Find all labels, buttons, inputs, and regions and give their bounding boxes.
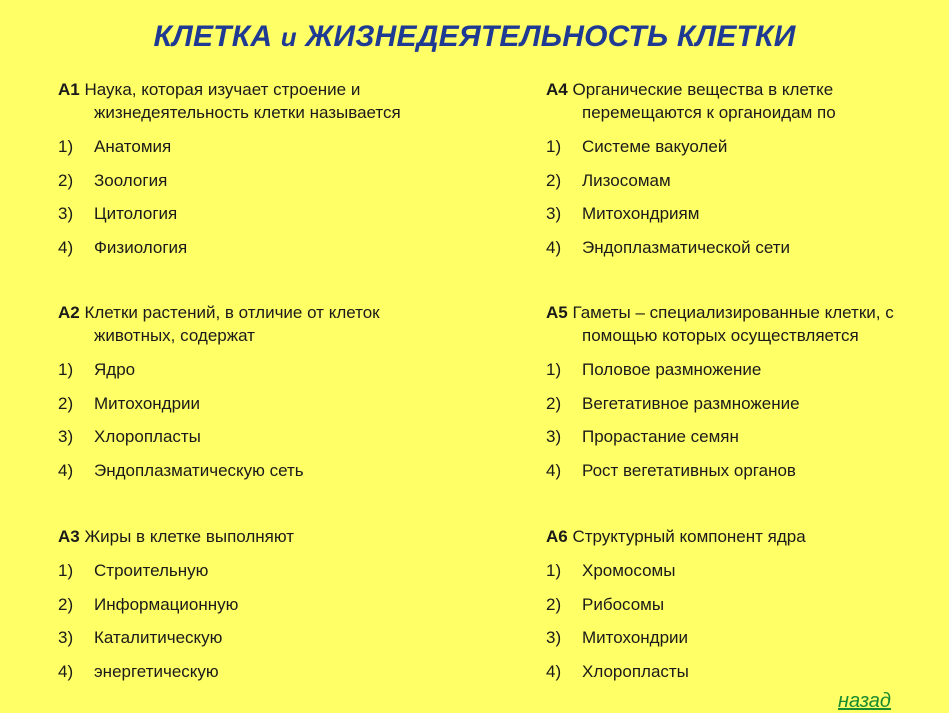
title-part-3: ЖИЗНЕДЕЯТЕЛЬНОСТЬ КЛЕТКИ	[305, 20, 796, 53]
page-title	[0, 20, 949, 54]
option-text: Митохондрии	[582, 628, 689, 648]
option-4[interactable]	[58, 454, 458, 488]
option-text: Хлоропласты	[582, 661, 689, 681]
question-a2	[58, 301, 458, 487]
option-4[interactable]	[58, 655, 458, 689]
option-index: 1)	[546, 137, 562, 156]
option-text: Строительную	[94, 561, 209, 580]
question-text	[546, 78, 946, 124]
option-1[interactable]	[546, 554, 946, 588]
option-index: 3)	[58, 628, 74, 648]
option-index: 3)	[546, 204, 562, 224]
option-index: 2)	[546, 594, 562, 614]
option-index: 3)	[58, 427, 74, 447]
option-text: Информационную	[94, 594, 239, 614]
question-body: Клетки растений, в отличие от клеток животных, содержат	[84, 303, 380, 345]
question-text	[58, 525, 458, 548]
question-number: А4	[546, 80, 568, 99]
option-text: Хлоропласты	[94, 427, 201, 447]
option-1[interactable]	[546, 353, 941, 387]
option-text: Анатомия	[94, 137, 172, 156]
option-index: 1)	[58, 561, 74, 580]
question-body: Наука, которая изучает строение и жизнедеятельность клетки называется	[84, 80, 401, 122]
option-text: Эндоплазматической сети	[582, 237, 791, 257]
option-2[interactable]	[58, 588, 458, 622]
options-list	[546, 353, 941, 487]
option-4[interactable]	[58, 231, 458, 265]
option-index: 1)	[546, 561, 562, 580]
question-number: А6	[546, 527, 568, 546]
option-text: Хромосомы	[582, 561, 676, 580]
option-text: энергетическую	[94, 661, 219, 681]
option-1[interactable]	[546, 130, 946, 164]
option-3[interactable]	[546, 420, 941, 454]
question-text	[58, 78, 458, 124]
question-a1	[58, 78, 458, 264]
option-index: 4)	[546, 661, 562, 681]
option-4[interactable]	[546, 454, 941, 488]
question-number: А1	[58, 80, 80, 99]
option-4[interactable]	[546, 655, 946, 689]
question-number: А5	[546, 303, 568, 322]
question-text	[58, 301, 458, 347]
option-text: Рибосомы	[582, 594, 665, 614]
question-a6	[546, 525, 946, 688]
option-text: Прорастание семян	[582, 427, 739, 447]
option-index: 2)	[58, 594, 74, 614]
title-part-1: КЛЕТКА	[153, 20, 273, 53]
option-index: 4)	[58, 460, 74, 480]
option-text: Физиология	[94, 237, 188, 257]
option-3[interactable]	[58, 621, 458, 655]
option-text: Цитология	[94, 204, 178, 224]
option-index: 1)	[58, 360, 74, 379]
question-text	[546, 301, 941, 347]
option-text: Зоология	[94, 170, 168, 190]
option-index: 3)	[546, 427, 562, 447]
option-text: Ядро	[94, 360, 136, 379]
option-3[interactable]	[58, 197, 458, 231]
question-text	[546, 525, 946, 548]
option-2[interactable]	[546, 387, 941, 421]
option-text: Лизосомам	[582, 170, 671, 190]
option-text: Эндоплазматическую сеть	[94, 460, 304, 480]
option-text: Каталитическую	[94, 628, 223, 648]
question-a4	[546, 78, 946, 264]
option-index: 4)	[58, 237, 74, 257]
options-list	[58, 130, 458, 264]
option-index: 2)	[58, 170, 74, 190]
question-number: А2	[58, 303, 80, 322]
option-1[interactable]	[58, 353, 458, 387]
option-3[interactable]	[58, 420, 458, 454]
question-body: Структурный компонент ядра	[572, 527, 806, 546]
option-1[interactable]	[58, 554, 458, 588]
options-list	[546, 130, 946, 264]
title-part-2: и	[280, 22, 297, 52]
option-index: 4)	[58, 661, 74, 681]
option-2[interactable]	[58, 387, 458, 421]
option-index: 2)	[546, 393, 562, 413]
question-a5	[546, 301, 941, 487]
option-index: 1)	[546, 360, 562, 379]
option-2[interactable]	[58, 164, 458, 198]
option-index: 1)	[58, 137, 74, 156]
options-list	[58, 353, 458, 487]
option-index: 3)	[546, 628, 562, 648]
option-text: Вегетативное размножение	[582, 393, 800, 413]
question-number: А3	[58, 527, 80, 546]
options-list	[58, 554, 458, 688]
option-2[interactable]	[546, 164, 946, 198]
options-list	[546, 554, 946, 688]
option-text: Митохондриям	[582, 204, 700, 224]
option-1[interactable]	[58, 130, 458, 164]
question-body: Гаметы – специализированные клетки, с помощью которых осуществляется	[572, 303, 894, 345]
option-3[interactable]	[546, 197, 946, 231]
back-link[interactable]: назад	[838, 690, 891, 712]
option-text: Митохондрии	[94, 393, 201, 413]
option-3[interactable]	[546, 621, 946, 655]
question-a3	[58, 525, 458, 688]
option-text: Системе вакуолей	[582, 137, 728, 156]
option-index: 3)	[58, 204, 74, 224]
option-4[interactable]	[546, 231, 946, 265]
option-index: 2)	[546, 170, 562, 190]
option-text: Рост вегетативных органов	[582, 460, 796, 480]
question-body: Жиры в клетке выполняют	[84, 527, 295, 546]
option-index: 4)	[546, 460, 562, 480]
question-body: Органические вещества в клетке перемещаются к органоидам по	[572, 80, 836, 122]
option-index: 2)	[58, 393, 74, 413]
option-index: 4)	[546, 237, 562, 257]
option-text: Половое размножение	[582, 360, 762, 379]
option-2[interactable]	[546, 588, 946, 622]
